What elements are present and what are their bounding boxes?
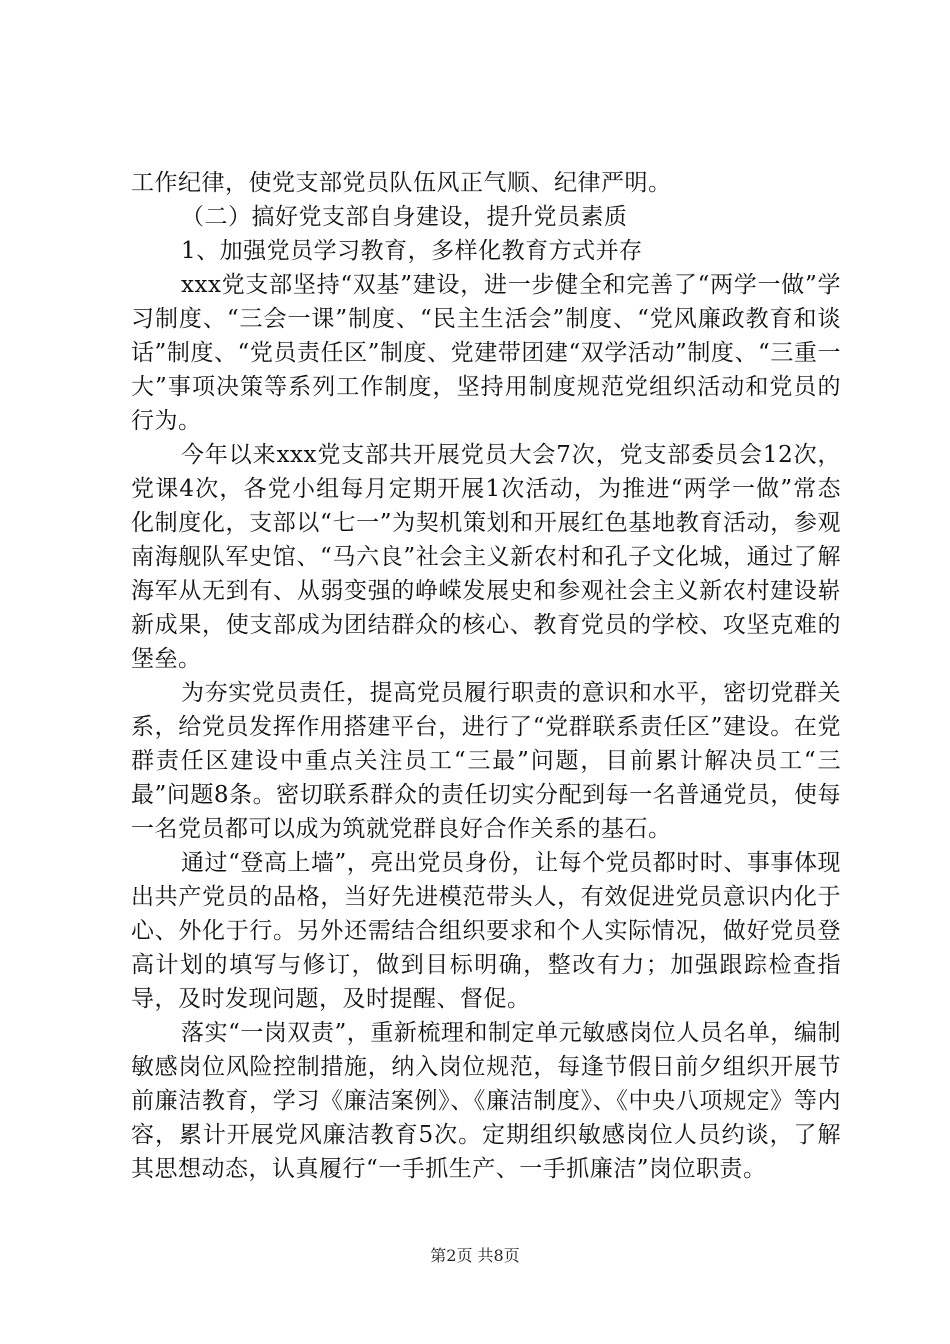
subsection-heading: 1、加强党员学习教育，多样化教育方式并存 <box>181 238 643 264</box>
paragraph-activities: 今年以来xxx党支部共开展党员大会7次，党支部委员会12次，党课4次，各党小组每月定期开展1次活动，为推进“两学一做”常态化制度化，支部以“七一”为契机策划和开展红色基地教育活动，参观南海舰队军史馆、“马六良”社会主义新农村和孔子文化城，通过了解海军从无到有、从弱变强的峥嵘发展史和参观社会主义新农村建设崭新成果，使支部成为团结群众的核心、教育党员的学校、攻坚克难的堡垒。 <box>131 442 841 672</box>
paragraph-dual-responsibility: 落实“一岗双责”，重新梳理和制定单元敏感岗位人员名单，编制敏感岗位风险控制措施，纳入岗位规范，每逢节假日前夕组织开展节前廉洁教育，学习《廉洁案例》、《廉洁制度》、《中央八项规定》等内容，累计开展党风廉洁教育5次。定期组织敏感岗位人员约谈，了解其思想动态，认真履行“一手抓生产、一手抓廉洁”岗位职责。 <box>131 1020 841 1182</box>
page-footer: 第2页 共8页 <box>430 1246 520 1265</box>
paragraph-continuation: 工作纪律，使党支部党员队伍风正气顺、纪律严明。 <box>131 170 672 196</box>
section-heading: （二）搞好党支部自身建设，提升党员素质 <box>181 204 628 230</box>
document-body <box>131 166 841 1186</box>
paragraph-identity-display: 通过“登高上墙”，亮出党员身份，让每个党员都时时、事事体现出共产党员的品格，当好先进模范带头人，有效促进党员意识内化于心、外化于行。另外还需结合组织要求和个人实际情况，做好党员登高计划的填写与修订，做到目标明确，整改有力；加强跟踪检查指导，及时发现问题，及时提醒、督促。 <box>131 850 841 1012</box>
paragraph-system-building: xxx党支部坚持“双基”建设，进一步健全和完善了“两学一做”学习制度、“三会一课”制度、“民主生活会”制度、“党风廉政教育和谈话”制度、“党员责任区”制度、党建带团建“双学活动”制度、“三重一大”事项决策等系列工作制度，坚持用制度规范党组织活动和党员的行为。 <box>131 272 841 434</box>
paragraph-responsibility-zone: 为夯实党员责任，提高党员履行职责的意识和水平，密切党群关系，给党员发挥作用搭建平台，进行了“党群联系责任区”建设。在党群责任区建设中重点关注员工“三最”问题，目前累计解决员工“三最”问题8条。密切联系群众的责任切实分配到每一名普通党员，使每一名党员都可以成为筑就党群良好合作关系的基石。 <box>131 680 841 842</box>
